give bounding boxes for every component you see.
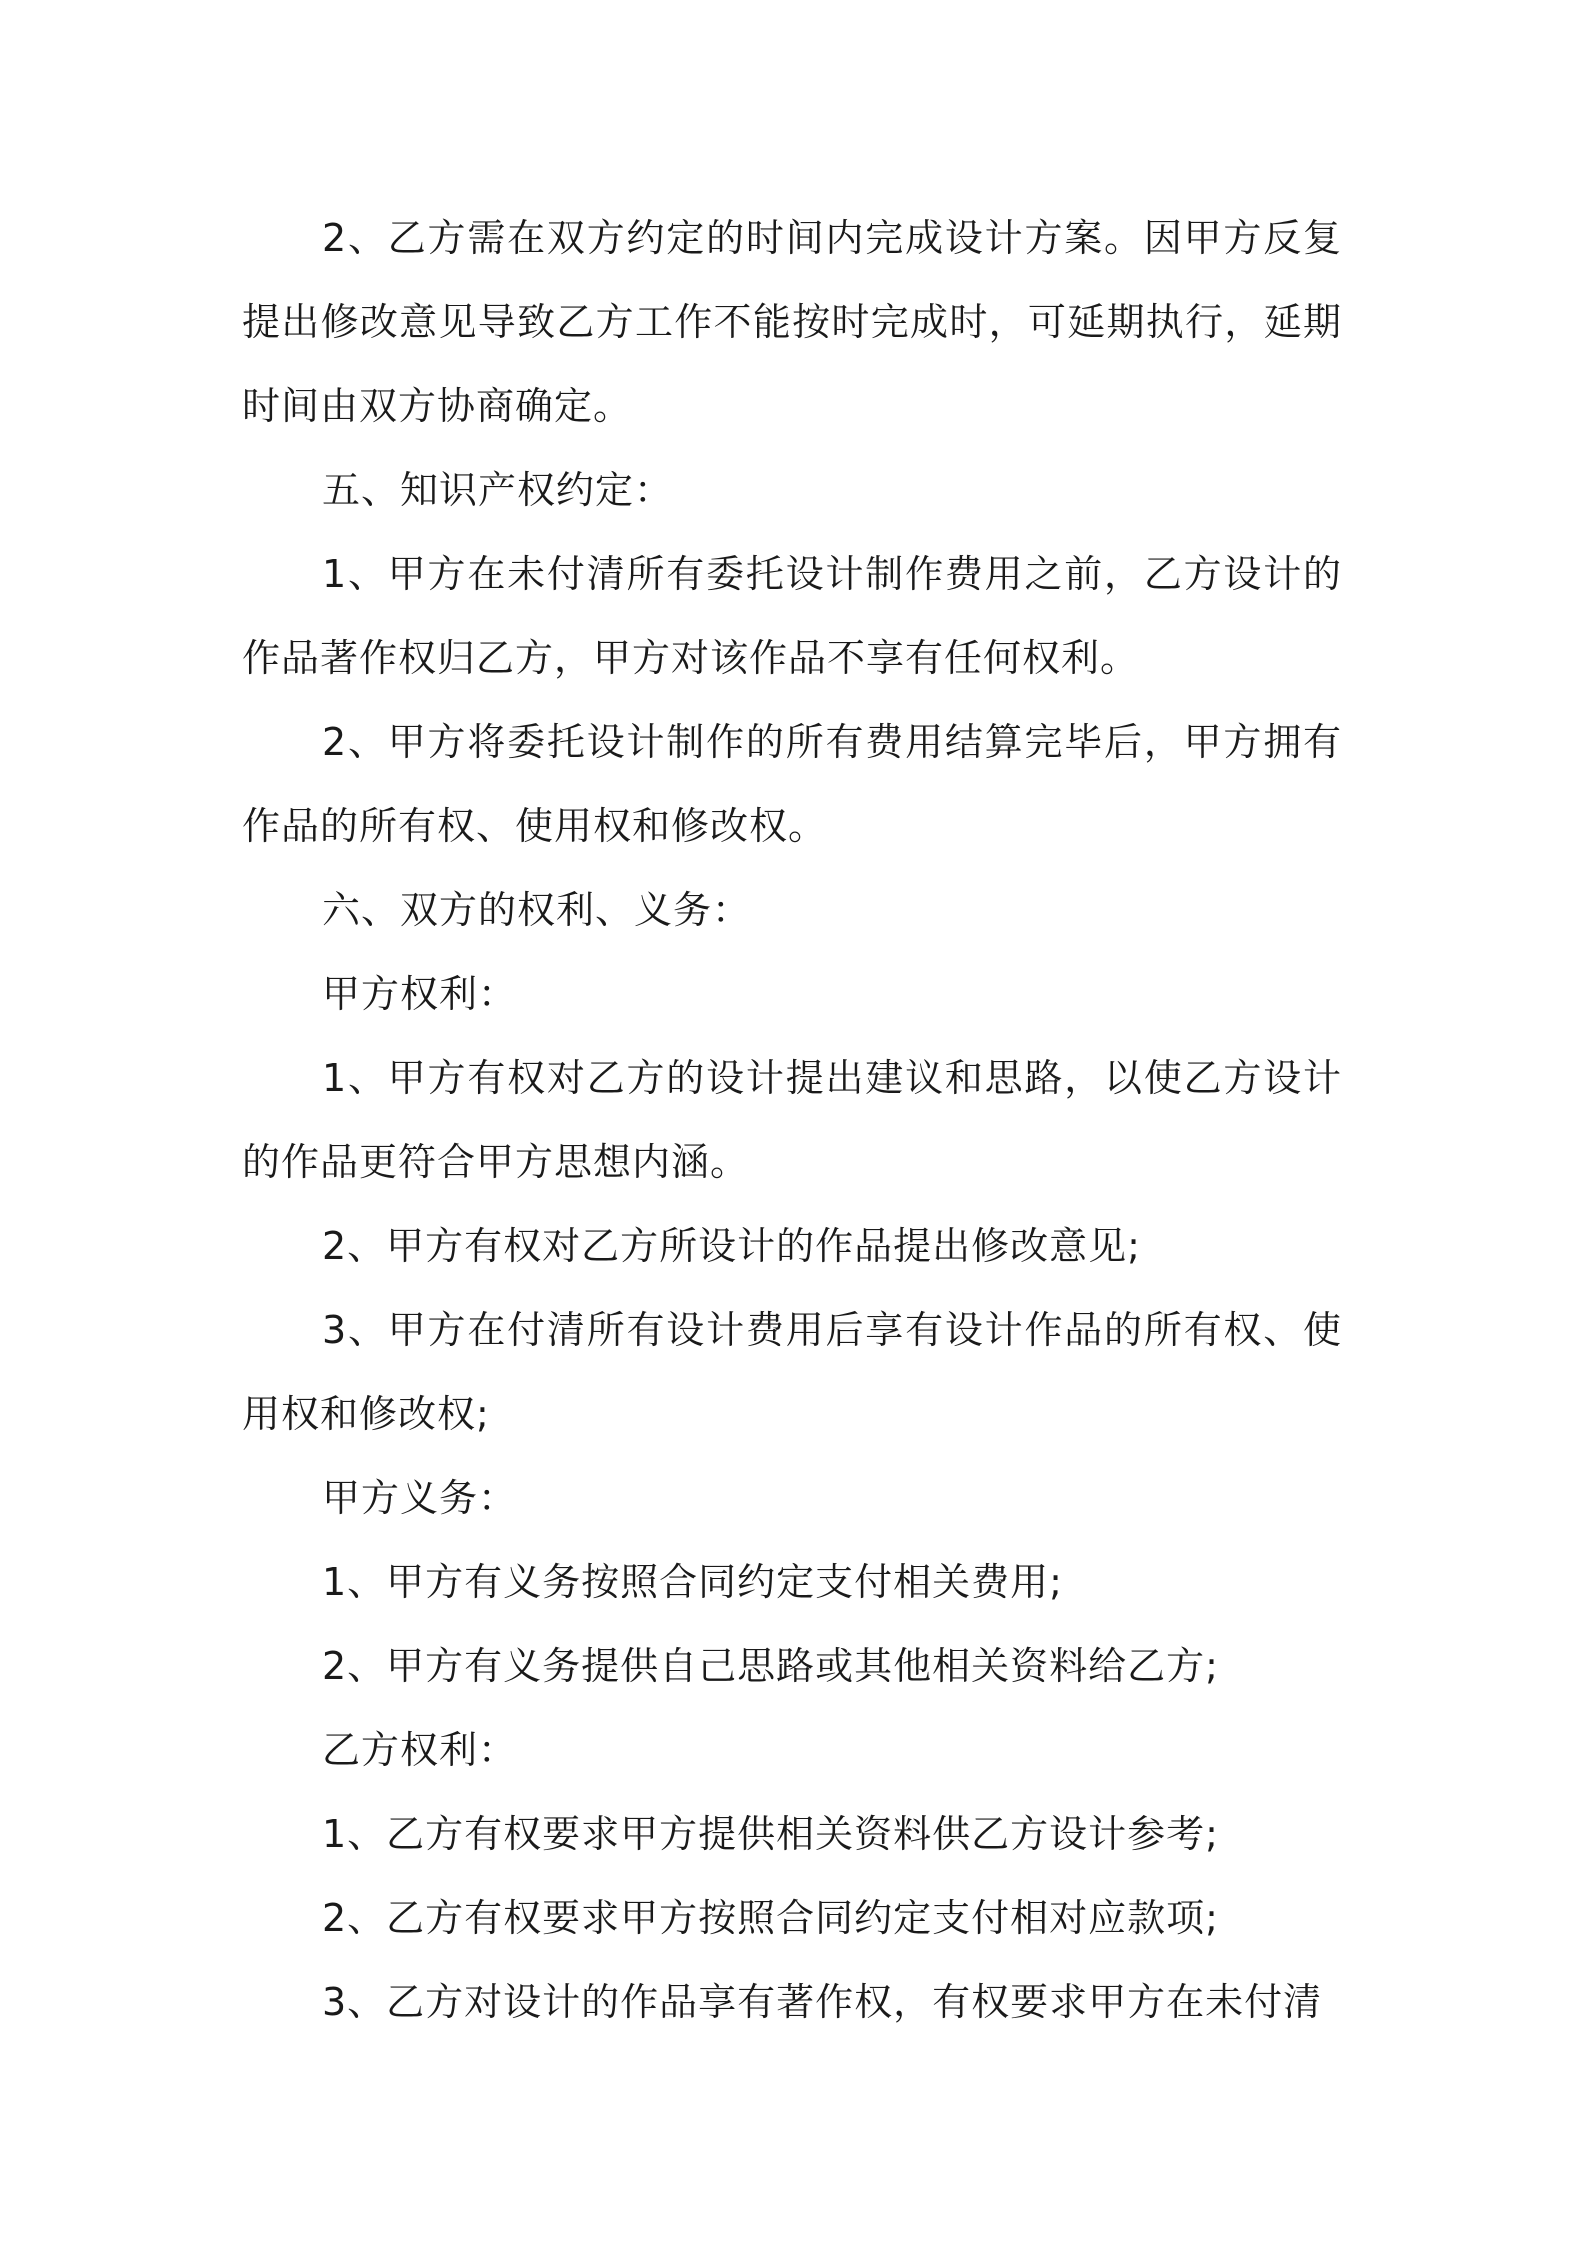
paragraph-party-a-right-1: 1、甲方有权对乙方的设计提出建议和思路，以使乙方设计的作品更符合甲方思想内涵。 <box>242 1056 1342 1184</box>
heading-ip-agreement: 五、知识产权约定： <box>322 468 674 512</box>
heading-party-a-rights: 甲方权利： <box>322 972 518 1016</box>
paragraph-party-b-right-2: 2、乙方有权要求甲方按照合同约定支付相对应款项; <box>322 1896 1219 1940</box>
heading-party-b-rights: 乙方权利： <box>322 1728 518 1772</box>
document-body <box>242 196 1342 2044</box>
paragraph-party-b-right-3: 3、乙方对设计的作品享有著作权，有权要求甲方在未付清 <box>322 1980 1323 2024</box>
paragraph-party-a-obligation-2: 2、甲方有义务提供自己思路或其他相关资料给乙方; <box>322 1644 1219 1688</box>
paragraph-party-a-obligation-1: 1、甲方有义务按照合同约定支付相关费用; <box>322 1560 1063 1604</box>
heading-party-a-obligations: 甲方义务： <box>322 1476 518 1520</box>
paragraph-party-b-right-1: 1、乙方有权要求甲方提供相关资料供乙方设计参考; <box>322 1812 1219 1856</box>
paragraph-delay-clause: 2、乙方需在双方约定的时间内完成设计方案。因甲方反复提出修改意见导致乙方工作不能按时完成时，可延期执行，延期时间由双方协商确定。 <box>242 216 1342 428</box>
heading-rights-obligations: 六、双方的权利、义务： <box>322 888 752 932</box>
paragraph-ip-2: 2、甲方将委托设计制作的所有费用结算完毕后，甲方拥有作品的所有权、使用权和修改权。 <box>242 720 1342 848</box>
paragraph-ip-1: 1、甲方在未付清所有委托设计制作费用之前，乙方设计的作品著作权归乙方，甲方对该作品不享有任何权利。 <box>242 552 1342 680</box>
paragraph-party-a-right-2: 2、甲方有权对乙方所设计的作品提出修改意见; <box>322 1224 1141 1268</box>
paragraph-party-a-right-3: 3、甲方在付清所有设计费用后享有设计作品的所有权、使用权和修改权; <box>242 1308 1342 1436</box>
